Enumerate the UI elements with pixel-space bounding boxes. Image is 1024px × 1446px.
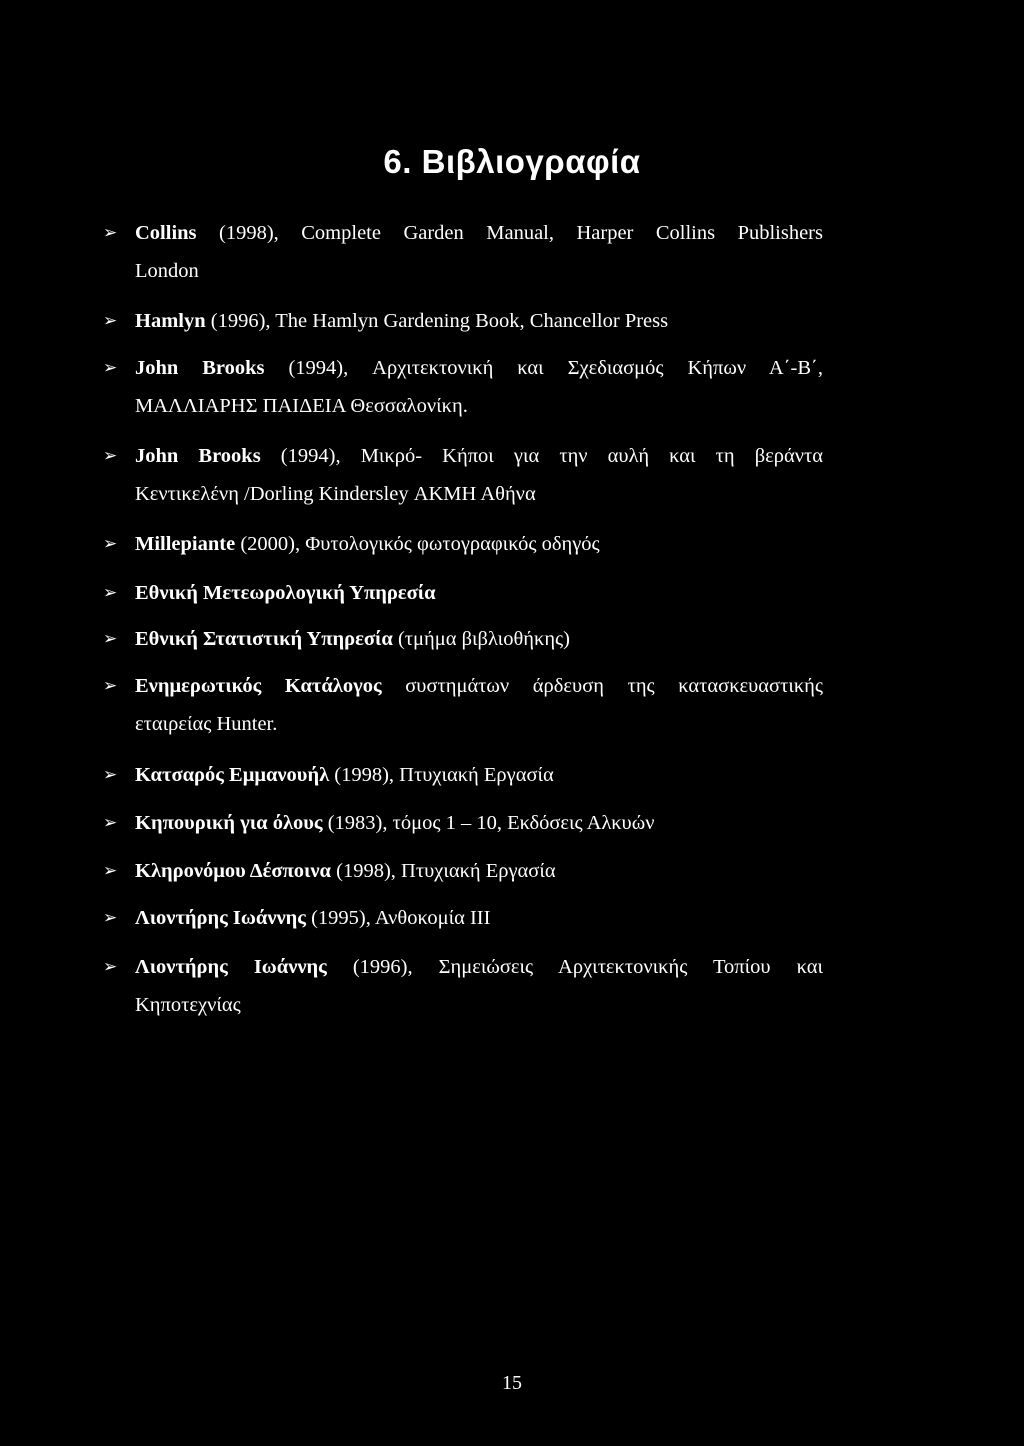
bibliography-entry [103, 899, 823, 937]
bibliography-entry [103, 667, 823, 743]
entry-text: (1994), Μικρό- Κήποι για την αυλή και τη βεράντα [260, 445, 823, 467]
arrow-bullet-icon: ➢ [103, 223, 118, 243]
entry-author: Hamlyn [135, 310, 206, 332]
entry-continuation: London [135, 260, 199, 282]
entry-first-line [135, 437, 823, 475]
bibliography-entry [103, 948, 823, 1024]
arrow-bullet-icon: ➢ [103, 358, 118, 378]
entry-author: Κατσαρός Εμμανουήλ [135, 764, 330, 786]
entry-text: (1995), Ανθοκομία ΙΙΙ [305, 907, 491, 929]
bibliography-entry [103, 756, 823, 794]
bibliography-entry [103, 525, 823, 563]
bibliography-entry [103, 349, 823, 425]
entry-first-line [135, 620, 823, 658]
page-number: 15 [502, 1372, 522, 1394]
arrow-bullet-icon: ➢ [103, 446, 118, 466]
arrow-bullet-icon: ➢ [103, 908, 118, 928]
entry-first-line [135, 804, 823, 842]
entry-text: (1996), The Hamlyn Gardening Book, Chancellor Press [205, 310, 669, 332]
entry-author: Collins [135, 222, 197, 244]
entry-author: John Brooks [135, 357, 265, 379]
entry-first-line [135, 899, 823, 937]
entry-text: (2000), Φυτολογικός φωτογραφικός οδηγός [235, 533, 600, 555]
bibliography-entry [103, 574, 823, 612]
entry-author: Εθνική Στατιστική Υπηρεσία [135, 628, 393, 650]
entry-text: (τμήμα βιβλιοθήκης) [392, 628, 570, 650]
entry-author: Millepiante [135, 533, 236, 555]
entry-text: (1998), Πτυχιακή Εργασία [329, 764, 554, 786]
bibliography-entry [103, 437, 823, 513]
entry-text: (1994), Αρχιτεκτονική και Σχεδιασμός Κήπων Α΄-Β΄, [264, 357, 823, 379]
entry-first-line [135, 302, 823, 340]
entry-continuation: Κηποτεχνίας [135, 994, 241, 1016]
entry-continuation: εταιρείας Hunter. [135, 713, 278, 735]
entry-continuation: Κεντικελένη /Dorling Kindersley ΑΚΜΗ Αθήνα [135, 483, 536, 505]
entry-first-line [135, 756, 823, 794]
arrow-bullet-icon: ➢ [103, 861, 118, 881]
entry-author: Λιοντήρης Ιωάννης [135, 956, 327, 978]
entry-text: συστημάτων άρδευση της κατασκευαστικής [381, 675, 823, 697]
entry-first-line [135, 667, 823, 705]
entry-first-line [135, 349, 823, 387]
arrow-bullet-icon: ➢ [103, 311, 118, 331]
page-title: 6. Βιβλιογραφία [383, 143, 641, 180]
arrow-bullet-icon: ➢ [103, 676, 118, 696]
bibliography-entry [103, 852, 823, 890]
entry-author: Εθνική Μετεωρολογική Υπηρεσία [135, 582, 436, 604]
entry-first-line [135, 852, 823, 890]
arrow-bullet-icon: ➢ [103, 534, 118, 554]
arrow-bullet-icon: ➢ [103, 765, 118, 785]
entry-author: John Brooks [135, 445, 261, 467]
bibliography-entry [103, 302, 823, 340]
entry-text: (1996), Σημειώσεις Αρχιτεκτονικής Τοπίου και [326, 956, 823, 978]
entry-author: Ενημερωτικός Κατάλογος [135, 675, 382, 697]
entry-text: (1998), Πτυχιακή Εργασία [331, 860, 556, 882]
entry-first-line [135, 525, 823, 563]
entry-text: (1983), τόμος 1 – 10, Εκδόσεις Αλκυών [322, 812, 655, 834]
entry-author: Λιοντήρης Ιωάννης [135, 907, 306, 929]
bibliography-entry [103, 214, 823, 290]
entry-text: (1998), Complete Garden Manual, Harper Collins Publishers [196, 222, 823, 244]
arrow-bullet-icon: ➢ [103, 957, 118, 977]
entry-author: Κηπουρική για όλους [135, 812, 323, 834]
arrow-bullet-icon: ➢ [103, 583, 118, 603]
bibliography-entry [103, 804, 823, 842]
entry-first-line [135, 214, 823, 252]
entry-author: Κληρονόμου Δέσποινα [135, 860, 331, 882]
entry-continuation: ΜΑΛΛΙΑΡΗΣ ΠΑΙΔΕΙΑ Θεσσαλονίκη. [135, 395, 468, 417]
arrow-bullet-icon: ➢ [103, 813, 118, 833]
bibliography-entry [103, 620, 823, 658]
entry-first-line [135, 574, 823, 612]
arrow-bullet-icon: ➢ [103, 629, 118, 649]
entry-first-line [135, 948, 823, 986]
